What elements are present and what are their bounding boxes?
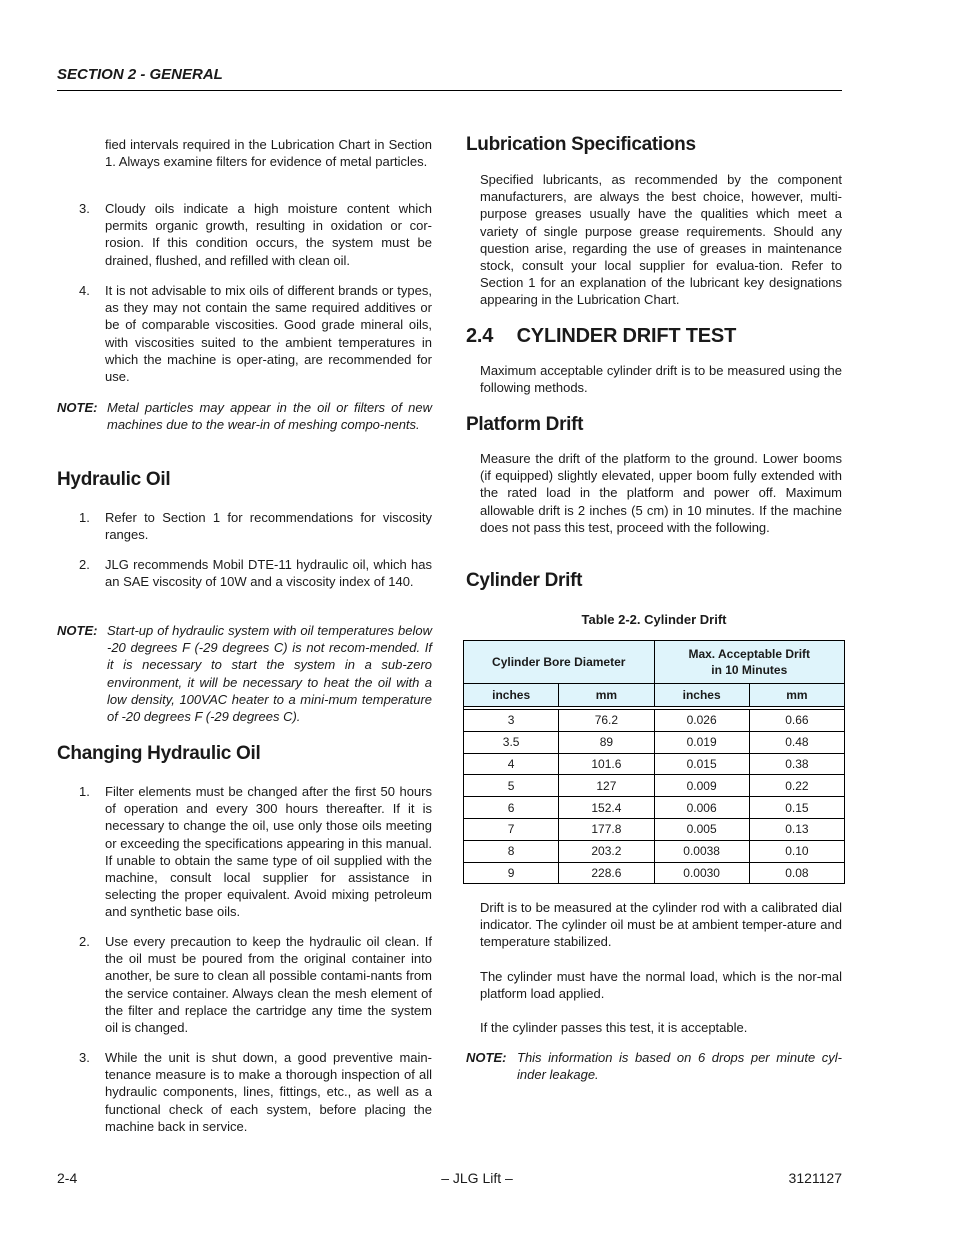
cell-drift-inches: 0.015 xyxy=(654,753,749,775)
header-drift-mm: mm xyxy=(749,684,844,707)
header-bore-diameter: Cylinder Bore Diameter xyxy=(464,641,655,684)
item-number: 3. xyxy=(79,201,90,216)
item-text: JLG recommends Mobil DTE-11 hydraulic oil, which has an SAE viscosity of 10W and a viscosity index of 140. xyxy=(105,557,432,590)
list-item xyxy=(79,509,432,543)
cell-bore-inches: 3.5 xyxy=(464,731,559,753)
cell-drift-inches: 0.006 xyxy=(654,797,749,819)
list-item xyxy=(79,933,432,1036)
cell-bore-mm: 177.8 xyxy=(559,818,654,840)
item-number: 1. xyxy=(79,784,90,799)
item-number: 4. xyxy=(79,283,90,298)
cell-bore-inches: 6 xyxy=(464,797,559,819)
note-block xyxy=(466,1049,842,1083)
note-text: Metal particles may appear in the oil or filters of new machines due to the wear-in of meshing compo-nents. xyxy=(107,400,432,433)
item-text: It is not advisable to mix oils of different brands or types, as they may not contain the same required additives or be of comparable viscosities. Good grade mineral oils, with viscosities suited to the ambient temperatures in which the machine is oper-ating, are recommended for use. xyxy=(105,283,432,385)
cell-bore-inches: 3 xyxy=(464,710,559,732)
cell-bore-inches: 8 xyxy=(464,840,559,862)
cell-bore-inches: 5 xyxy=(464,775,559,797)
item-text: Filter elements must be changed after the first 50 hours of operation and every 300 hours thereafter. If it is necessary to change the oil, use only those oils meeting or exceeding the specifications appearing in this manual. If unable to obtain the same type of oil supplied with the machine, consult local supplier for assistance in selecting the proper equivalent. Avoid mixing petroleum and synthetic base oils. xyxy=(105,784,432,920)
list-item xyxy=(79,783,432,921)
cell-drift-mm: 0.15 xyxy=(749,797,844,819)
cell-drift-inches: 0.009 xyxy=(654,775,749,797)
item-number: 2. xyxy=(79,557,90,572)
table-row xyxy=(464,731,845,753)
note-text: Start-up of hydraulic system with oil temperatures below -20 degrees F (-29 degrees C) is not recom-mended. If it is necessary to start the system in a sub-zero environment, it will be necessary to heat the oil with a low density, 100VAC heater to a mini-mum temperature of -20 degrees F (-29 degrees C). xyxy=(107,623,432,725)
section-header: SECTION 2 - GENERAL xyxy=(57,66,223,83)
cell-bore-mm: 101.6 xyxy=(559,753,654,775)
cell-bore-inches: 7 xyxy=(464,818,559,840)
cell-drift-mm: 0.13 xyxy=(749,818,844,840)
list-item xyxy=(79,1049,432,1135)
continued-paragraph: fied intervals required in the Lubrication Chart in Section 1. Always examine filters for evidence of metal particles. xyxy=(105,137,432,170)
cell-drift-inches: 0.005 xyxy=(654,818,749,840)
cell-drift-mm: 0.48 xyxy=(749,731,844,753)
table-row xyxy=(464,818,845,840)
platform-drift-paragraph: Measure the drift of the platform to the ground. Lower booms (if equipped) slightly elevated, upper boom fully extended with the rated load in the platform and power off. Maximum allowable drift is 2 inches (5 cm) in 10 minutes. If the machine does not pass this test, proceed with the following. xyxy=(480,451,842,535)
table-row xyxy=(464,840,845,862)
cell-bore-mm: 228.6 xyxy=(559,862,654,884)
item-number: 1. xyxy=(79,510,90,525)
document-number: 3121127 xyxy=(788,1170,842,1186)
drift-test-intro: Maximum acceptable cylinder drift is to be measured using the following methods. xyxy=(480,363,842,396)
lubrication-paragraph: Specified lubricants, as recommended by the component manufacturers, are always the best choice, however, multi-purpose greases usually have the qualities which meet a variety of single purpose grease requirements. Should any question arise, regarding the use of greases in maintenance stock, consult your local supplier for evalua-tion. Refer to Section 1 for an explanation of the lubricant key designations appearing in the Lubrication Chart. xyxy=(480,172,842,308)
item-text: While the unit is shut down, a good preventive main-tenance measure is to make a thorough inspection of all hydraulic components, lines, fittings, etc., as well as a functional check of each system, before placing the machine back in service. xyxy=(105,1050,432,1134)
section-title: CYLINDER DRIFT TEST xyxy=(516,325,737,347)
heading-cylinder-drift: Cylinder Drift xyxy=(466,570,583,591)
note-text: This information is based on 6 drops per minute cyl-inder leakage. xyxy=(517,1050,842,1083)
cell-drift-mm: 0.66 xyxy=(749,710,844,732)
note-label: NOTE: xyxy=(57,623,98,638)
list-item xyxy=(79,200,432,269)
cell-drift-inches: 0.0038 xyxy=(654,840,749,862)
table-row xyxy=(464,862,845,884)
header-max-drift-line2: in 10 Minutes xyxy=(711,663,788,677)
cell-bore-mm: 89 xyxy=(559,731,654,753)
cell-drift-mm: 0.22 xyxy=(749,775,844,797)
cell-bore-mm: 76.2 xyxy=(559,710,654,732)
drift-paragraph-3: If the cylinder passes this test, it is acceptable. xyxy=(480,1020,748,1035)
heading-hydraulic-oil: Hydraulic Oil xyxy=(57,469,171,490)
table-row xyxy=(464,710,845,732)
item-text: Refer to Section 1 for recommendations for viscosity ranges. xyxy=(105,510,432,543)
heading-cylinder-drift-test xyxy=(466,325,736,348)
list-item xyxy=(79,556,432,590)
table-row xyxy=(464,797,845,819)
drift-paragraph-2: The cylinder must have the normal load, which is the nor-mal platform load applied. xyxy=(480,969,842,1002)
note-block xyxy=(57,622,432,725)
table-row xyxy=(464,753,845,775)
footer-center: – JLG Lift – xyxy=(441,1170,513,1186)
header-max-drift-line1: Max. Acceptable Drift xyxy=(688,647,811,661)
heading-platform-drift: Platform Drift xyxy=(466,414,584,435)
header-max-drift xyxy=(654,641,845,684)
table-row xyxy=(464,775,845,797)
cell-drift-mm: 0.38 xyxy=(749,753,844,775)
list-item xyxy=(79,282,432,385)
cell-drift-inches: 0.0030 xyxy=(654,862,749,884)
item-text: Cloudy oils indicate a high moisture content which permits organic growth, resulting in oxidation or cor-rosion. If this condition occurs, the system must be drained, flushed, and refilled with clean oil. xyxy=(105,201,432,268)
cell-drift-mm: 0.10 xyxy=(749,840,844,862)
header-rule xyxy=(57,90,842,91)
header-bore-inches: inches xyxy=(464,684,559,707)
cell-drift-mm: 0.08 xyxy=(749,862,844,884)
cell-bore-mm: 152.4 xyxy=(559,797,654,819)
drift-paragraph-1: Drift is to be measured at the cylinder rod with a calibrated dial indicator. The cylinder oil must be at ambient temper-ature and temperature stabilized. xyxy=(480,900,842,950)
cell-drift-inches: 0.019 xyxy=(654,731,749,753)
heading-lubrication-specifications: Lubrication Specifications xyxy=(466,134,696,155)
item-number: 2. xyxy=(79,934,90,949)
cell-bore-inches: 4 xyxy=(464,753,559,775)
table-body xyxy=(464,710,845,884)
note-label: NOTE: xyxy=(466,1050,507,1065)
cell-bore-mm: 203.2 xyxy=(559,840,654,862)
item-text: Use every precaution to keep the hydraulic oil clean. If the oil must be poured from the original container into another, be sure to clean all possible contami-nants from the service container. Always clean the mesh element of the filter and replace the cartridge any time the system oil is changed. xyxy=(105,934,432,1036)
cell-bore-inches: 9 xyxy=(464,862,559,884)
page-number: 2-4 xyxy=(57,1170,78,1186)
cell-drift-inches: 0.026 xyxy=(654,710,749,732)
header-drift-inches: inches xyxy=(654,684,749,707)
item-number: 3. xyxy=(79,1050,90,1065)
note-label: NOTE: xyxy=(57,400,98,415)
heading-changing-hydraulic-oil: Changing Hydraulic Oil xyxy=(57,743,261,764)
cylinder-drift-table xyxy=(463,640,845,884)
cell-bore-mm: 127 xyxy=(559,775,654,797)
header-bore-mm: mm xyxy=(559,684,654,707)
section-number: 2.4 xyxy=(466,325,494,347)
note-block xyxy=(57,399,432,433)
table-caption: Table 2-2. Cylinder Drift xyxy=(581,612,727,627)
